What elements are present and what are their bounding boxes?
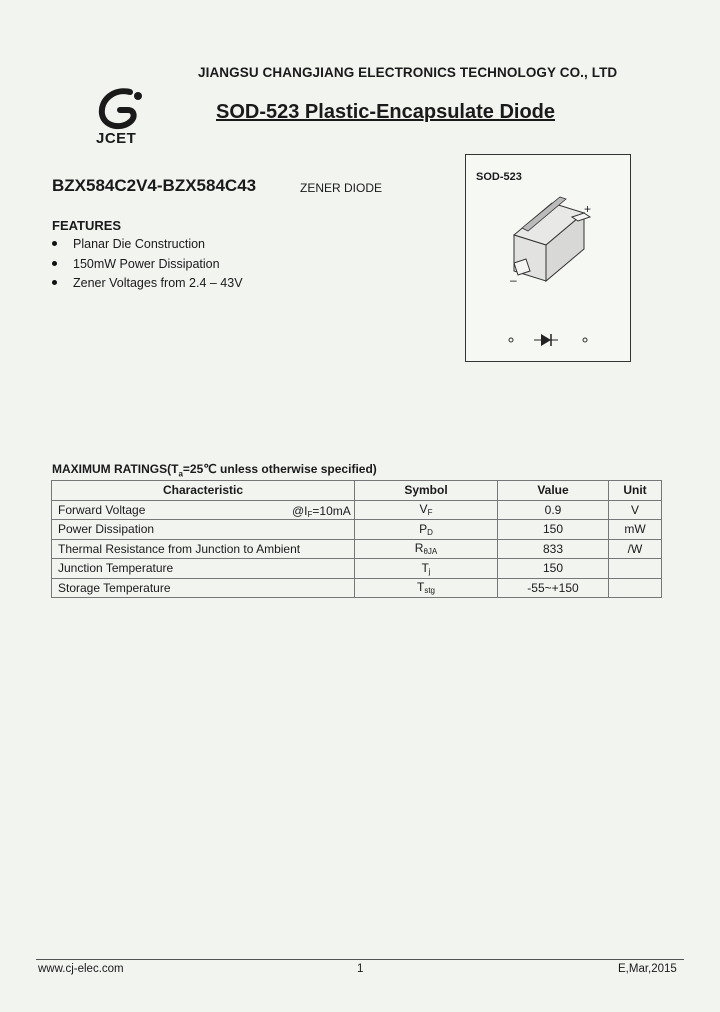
table-row: Storage Temperature $T_{stg}$ -55~+150 (52, 578, 662, 598)
part-type: ZENER DIODE (300, 181, 383, 195)
package-drawing (466, 155, 630, 361)
list-item: Planar Die Construction (52, 237, 243, 257)
bullet-icon (52, 241, 57, 246)
bullet-icon (52, 280, 57, 285)
page-number: 1 (357, 963, 364, 975)
footer-website: www.cj-elec.com (38, 963, 124, 975)
ratings-heading: MAXIMUM $RATINGS(T_a=25℃$ unless otherwise specified) (52, 462, 377, 479)
footer-divider (36, 959, 684, 960)
cathode-label: – (510, 273, 517, 287)
column-header: Unit (609, 481, 662, 501)
table-row: Junction Temperature $T_j$ 150 (52, 559, 662, 579)
package-name: SOD-523 (476, 171, 522, 183)
list-item: Zener Voltages from 2.4 – 43V (52, 276, 243, 296)
column-header: Value (498, 481, 609, 501)
part-number: BZX584C2V4-BZX584C43 (52, 176, 257, 195)
table-row: Power Dissipation $P_D$ 150 mW (52, 520, 662, 540)
logo-text: JCET (96, 130, 137, 147)
table-row: Thermal Resistance from Junction to Ambient $R_{\theta JA}$ 833 /W (52, 539, 662, 559)
document-title: SOD-523 Plastic-Encapsulate Diode (216, 101, 556, 123)
list-item: 150mW Power Dissipation (52, 257, 243, 277)
table-row: Forward Voltage $@I_F=10mA$ $V_F$ 0.9 V (52, 500, 662, 520)
company-name: JIANGSU CHANGJIANG ELECTRONICS TECHNOLOGY CO., LTD (198, 65, 618, 80)
column-header: Symbol (355, 481, 498, 501)
bullet-icon (52, 261, 57, 266)
ratings-table (51, 480, 662, 598)
test-condition: $@I_F=10mA$ (292, 503, 351, 519)
column-header: Characteristic (52, 481, 355, 501)
features-heading: FEATURES (52, 218, 122, 233)
revision-date: E,Mar,2015 (618, 963, 677, 975)
features-list (52, 237, 243, 296)
anode-label: + (584, 202, 592, 216)
table-header-row (52, 481, 662, 501)
package-diagram (465, 154, 631, 362)
